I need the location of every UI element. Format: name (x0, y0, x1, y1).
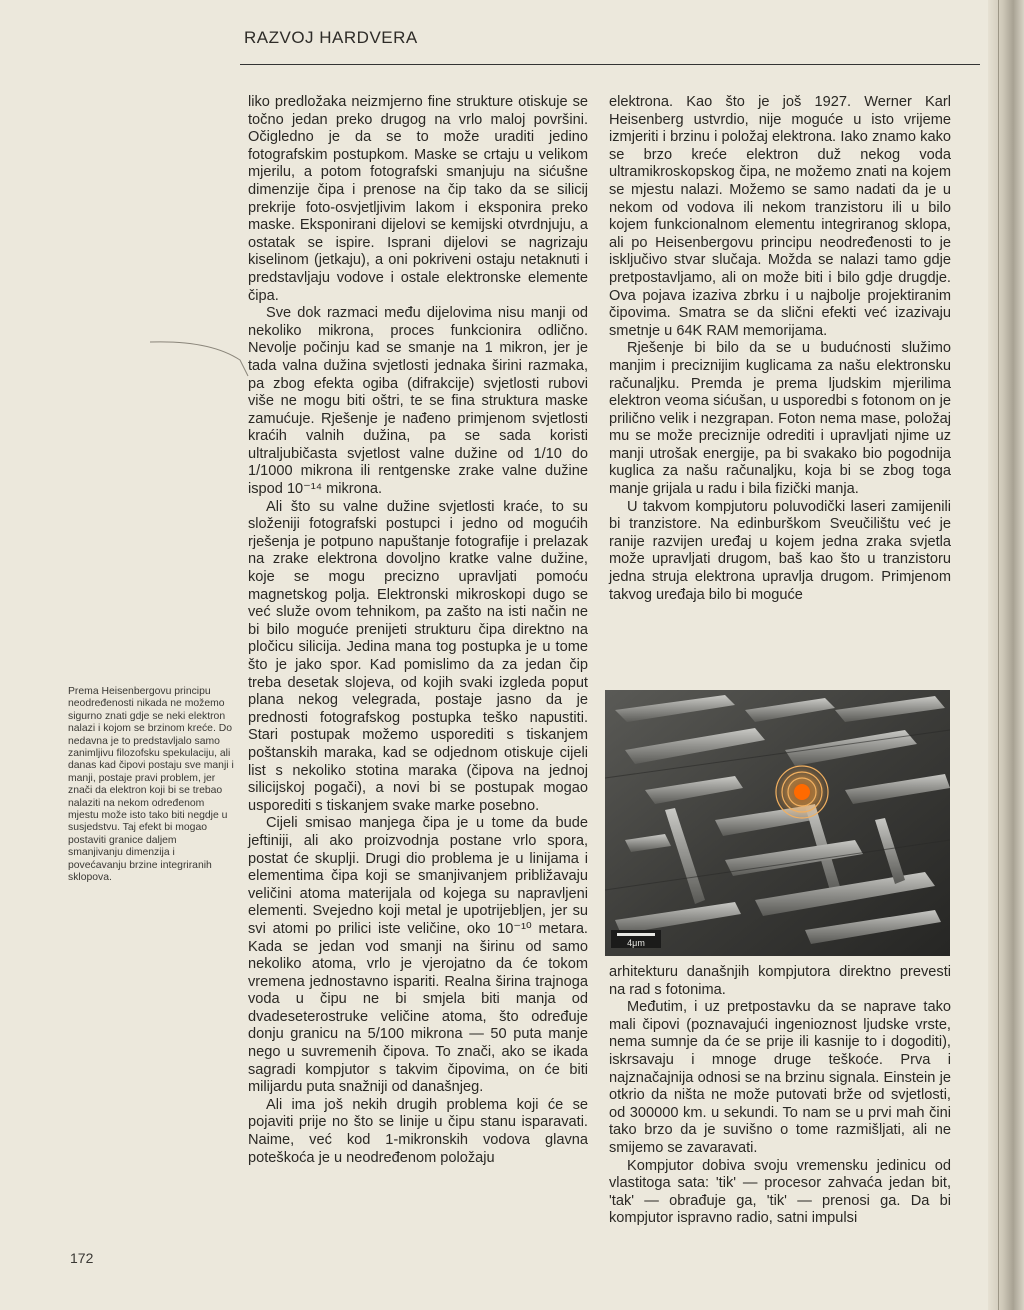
running-head: RAZVOJ HARDVERA (244, 28, 418, 47)
scale-bar-label: 4μm (627, 938, 645, 948)
page-number: 172 (70, 1250, 94, 1266)
paragraph: Cijeli smisao manjega čipa je u tome da bude jeftiniji, ali ako proizvodnja postane vrlo spora, postat će skuplji. Drugi dio problema je u linijama i elementima čipa koji se smanjivanjem približavaju veličini atoma materijala od kojega su napravljeni elementi. Svejedno koji metal je upotrijebljen, jer su svi atomi po prilici iste veličine, oko 10⁻¹⁰ metara. Kada se jedan vod smanji na širinu od samo nekoliko atoma, vrlo je vjerojatno da će tokom vremena jednostavno ispariti. Realna širina trajnoga voda u čipu ne bi smjela biti manja od dvadeseterostruke veličine atoma, što određuje donju granicu na 5/100 mikrona — 50 puta manje nego u suvremenih čipova. To znači, ako se ikada sagradi kompjutor s takvim čipovima, on će biti milijardu puta snažniji od današnjeg. (248, 815, 588, 1096)
paragraph: Međutim, i uz pretpostavku da se naprave tako mali čipovi (poznavajući ingenioznost ljudske vrste, nema sumnje da će se prije ili kasnije to i dogoditi), iskrsavaju i mnoge druge teškoće. Prva i najznačajnija odnosi se na brzinu signala. Einstein je otkrio da ništa ne može putovati brže od svjetlosti, od 300000 km. u sekundi. To nam se u prvi mah čini tako brzo da je suvišno o tome razmišljati, ali ne smijemo se zavaravati. (609, 999, 951, 1156)
caption-pointer-line (150, 338, 250, 378)
left-text-column (248, 94, 588, 1167)
header-rule (240, 64, 980, 65)
right-text-column-top (609, 94, 951, 604)
chip-micrograph-image (605, 690, 950, 956)
paragraph: U takvom kompjutoru poluvodički laseri zamijenili bi tranzistore. Na edinburškom Sveučilištu već je ranije razvijen uređaj u kojem jedna zraka svjetla može upravljati drugom, baš kao što u tranzistoru jedna struja elektrona upravlja drugom. Primjenom takvog uređaja bilo bi moguće (609, 498, 951, 603)
paragraph: Rješenje bi bilo da se u budućnosti služimo manjim i preciznijim kuglicama za našu elektronsku računaljku. Premda je prema ljudskim mjerilima elektron veoma sićušan, u usporedbi s fotonom on je prilično velik i nezgrapan. Foton nema mase, položaj mu se može preciznije odrediti i upravljati njime uz manji utrošak energije, pa bi svakako bio pogodnija kuglica za našu računaljku, koja bi se zbog toga manje grijala u radu i bila fizički manja. (609, 340, 951, 498)
paragraph: elektrona. Kao što je još 1927. Werner Karl Heisenberg ustvrdio, nije moguće u isto vrijeme izmjeriti i brzinu i položaj elektrona. Iako znamo kako se brzo kreće elektron duž nekog voda ultramikroskopskog čipa, ne možemo znati na kojem se mjestu nalazi. Možemo se samo nadati da je u nekom od vodova ili nekom tranzistoru ili u bilo kojem funkcionalnom elementu integriranog sklopa, ali po Heisenbergovu principu neodređenosti to je isključivo stvar slučaja. Možda se nalazi tamo gdje pretpostavljamo, ali on može biti i bilo gdje drugdje. Ova pojava izaziva zbrku i u najbolje projektiranim čipovima. Smatra se da slični efekti već izazivaju smetnje u 64K RAM memorijama. (609, 94, 951, 339)
paragraph: liko predložaka neizmjerno fine strukture otiskuje se točno jedan preko drugog na vrlo maloj površini. Očigledno je da se to može uraditi jedino fotografskim postupkom. Maske se crtaju u velikom mjerilu, a potom fotografski smanjuju na sićušne dimenzije čipa i prenose na čip tako da se silicij prekrije foto-osvjetljivim lakom i eksponira preko maske. Eksponirani dijelovi se kemijski otvrdnjuju, a ostatak se ispire. Isprani dijelovi se nagrizaju kiselinom (jetkaju), a oni pokriveni ostaju netaknuti i predstavljaju vodove i ostale elektronske elemente čipa. (248, 94, 588, 304)
paragraph: Sve dok razmaci među dijelovima nisu manji od nekoliko mikrona, proces funkcionira odlično. Nevolje počinju kad se smanje na 1 mikron, jer je tada valna dužina svjetlosti jednaka širini razmaka, pa zbog efekta ogiba (difrakcije) svjetlosti rubovi više ne mogu biti oštri, te se fina struktura maske zamućuje. Rješenje je nađeno primjenom svjetlosti kraćih valnih dužina, pa se sada koristi ultraljubičasta svjetlost valne dužine od 1/10 do 1/1000 mikrona ili rentgenske zrake valne dužine ispod 10⁻¹⁴ mikrona. (248, 305, 588, 498)
right-text-column-bottom (609, 964, 951, 1228)
chip-micrograph-figure (605, 690, 950, 956)
page-edge (988, 0, 1024, 1310)
paragraph: Ali što su valne dužine svjetlosti kraće, to su složeniji fotografski postupci i jedno od mogućih rješenja je potpuno napuštanje fotografije i prelazak na zrake elektrona dovoljno kratke valne dužine, koje se mogu precizno upravljati pomoću magnetskog polja. Elektronski mikroskopi dugo se već služe ovom tehnikom, pa zašto na isti način ne bi bilo moguće prenijeti strukturu čipa direktno na pločicu silicija. Jedina mana tog postupka je u tome što je jako spor. Kad pomislimo da za jedan čip treba desetak slojeva, od kojih svaki izgleda poput plana nekog velegrada, postaje jasno da je prednosti fotografskog postupka teško napustiti. Stari postupak možemo usporediti s tiskanjem poštanskih maraka, kad se odjednom otiskuje cijeli list s nekoliko stotina maraka (čipova na jednoj silicijskoj pogači), a novi bi se postupak mogao usporediti s tiskanjem svake marke posebno. (248, 498, 588, 814)
paragraph: arhitekturu današnjih kompjutora direktno prevesti na rad s fotonima. (609, 964, 951, 998)
paragraph: Kompjutor dobiva svoju vremensku jedinicu od vlastitoga sata: 'tik' — procesor zahvaća jedan bit, 'tak' — obrađuje ga, 'tik' — prenosi ga. Da bi kompjutor ispravno radio, satni impulsi (609, 1157, 951, 1227)
figure-caption: Prema Heisenbergovu principu neodređenosti nikada ne možemo sigurno znati gdje se neki elektron nalazi i kojom se brzinom kreće. Do nedavna je to predstavljalo samo zanimljivu filozofsku spekulaciju, ali danas kad čipovi postaju sve manji i manji, postaje pravi problem, jer znači da elektron koji bi se trebao nalaziti na nekom određenom mjestu može isto tako biti negdje u susjedstvu. Taj efekt bi mogao postaviti granice daljem smanjivanju dimenzija i povećavanju brzine integriranih sklopova. (68, 686, 234, 884)
paragraph: Ali ima još nekih drugih problema koji će se pojaviti prije no što se linije u čipu stanu isparavati. Naime, već kod 1-mikronskih vodova glavna poteškoća je u neodređenom položaju (248, 1096, 588, 1166)
